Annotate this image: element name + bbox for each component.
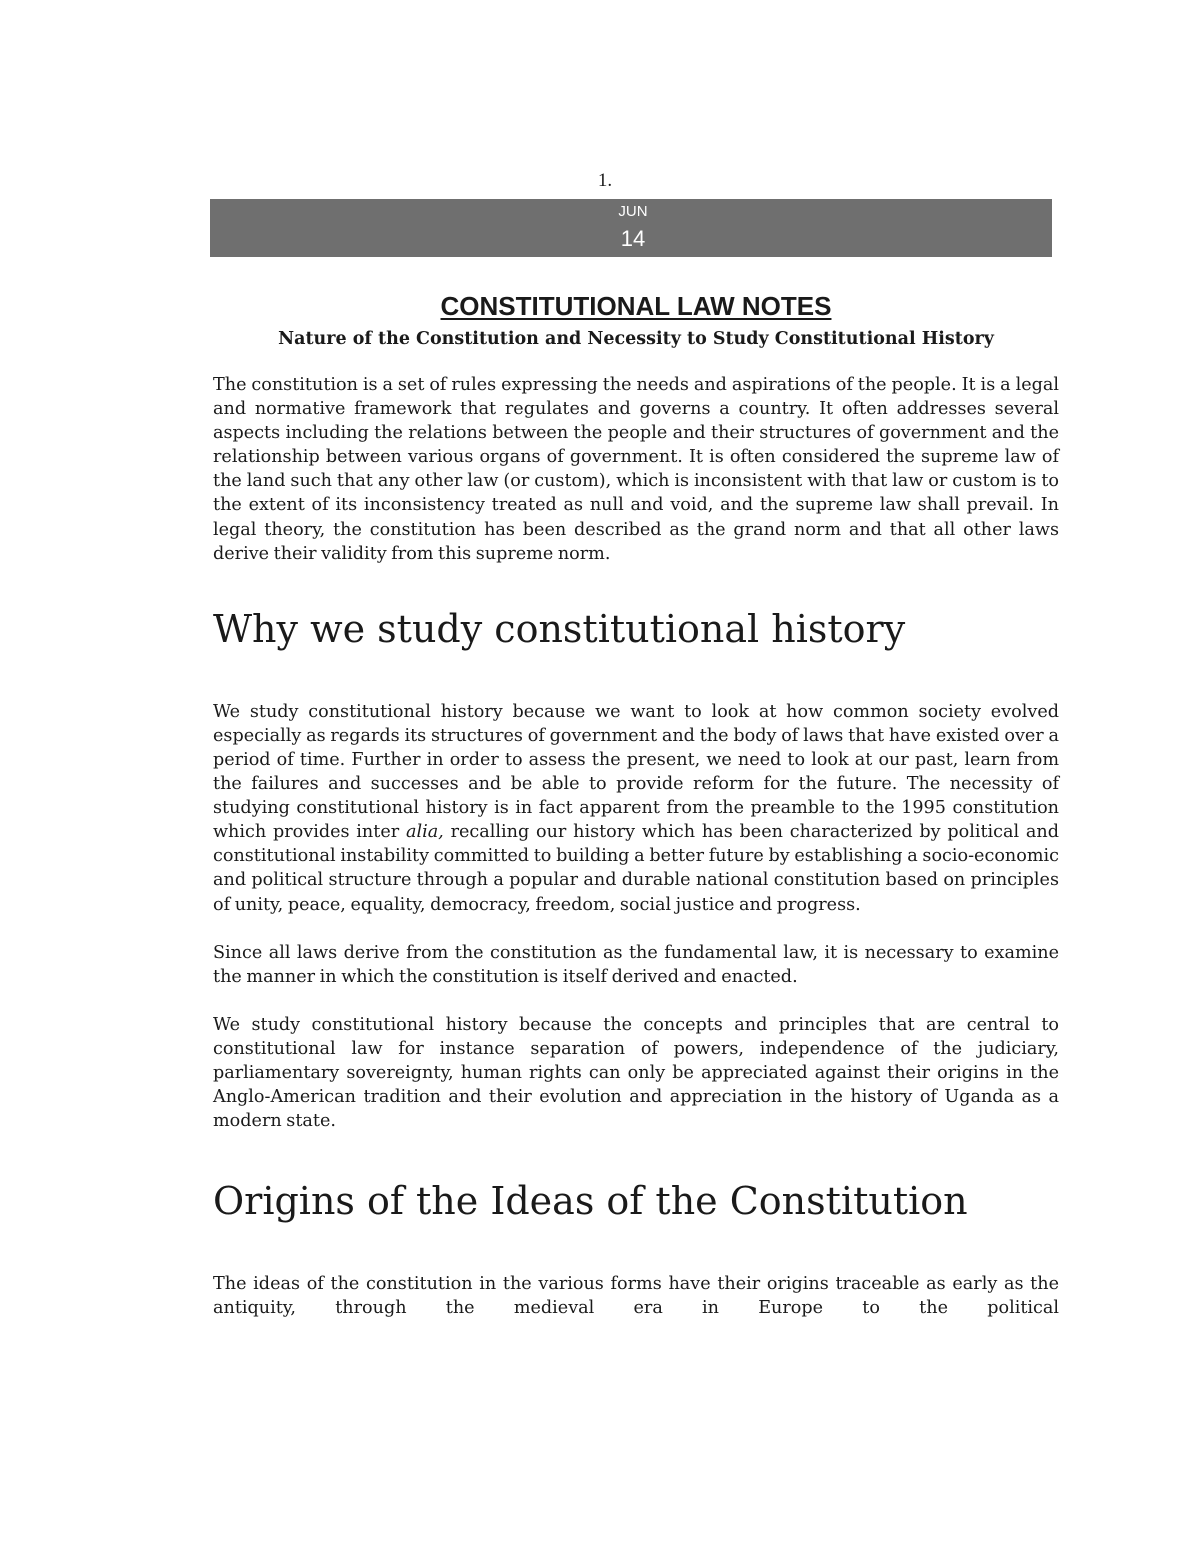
section-heading-origins: Origins of the Ideas of the Constitution xyxy=(213,1179,968,1224)
date-month: JUN xyxy=(618,203,648,220)
date-badge xyxy=(210,199,1052,257)
date-day: 14 xyxy=(620,226,646,251)
why-paragraph-3: We study constitutional history because the concepts and principles that are central to constitutional law for instance separation of powers, independence of the judiciary, parliamentary sovereignty, human rights can only be appreciated against their origins in the Anglo-American tradition and their evolution and appreciation in the history of Uganda as a modern state. xyxy=(213,1014,1059,1132)
why-paragraph-1-part-a: We study constitutional history because we want to look at how common society evolved especially as regards its structures of government and the body of laws that have existed over a period of time. Further in order to assess the present, we need to look at our past, learn from the failures and successes and be able to provide reform for the future. The necessity of studying constitutional history is in fact apparent from the preamble to the 1995 constitution which provides inter xyxy=(213,701,1059,843)
document-subtitle: Nature of the Constitution and Necessity to Study Constitutional History xyxy=(278,329,994,349)
document-body xyxy=(213,288,1059,1320)
why-paragraph-1-part-b: recalling our history which has been characterized by political and constitutional instability committed to building a better future by establishing a socio-economic and political structure through a popular and durable national constitution based on principles of unity, peace, equality, democracy, freedom, social justice and progress. xyxy=(213,822,1060,915)
why-paragraph-2: Since all laws derive from the constitution as the fundamental law, it is necessary to examine the manner in which the constitution is itself derived and enacted. xyxy=(213,942,1059,987)
page-number: 1. xyxy=(597,170,613,191)
intro-paragraph: The constitution is a set of rules expressing the needs and aspirations of the people. It is a legal and normative framework that regulates and governs a country. It often addresses several aspects including the relations between the people and their structures of government and the relationship between various organs of government. It is often considered the supreme law of the land such that any other law (or custom), which is inconsistent with that law or custom is to the extent of its inconsistency treated as null and void, and the supreme law shall prevail. In legal theory, the constitution has been described as the grand norm and that all other laws derive their validity from this supreme norm. xyxy=(213,375,1059,564)
document-title: CONSTITUTIONAL LAW NOTES xyxy=(440,291,832,321)
why-paragraph-1-italic: alia, xyxy=(405,822,444,843)
origins-paragraph-1: The ideas of the constitution in the various forms have their origins traceable as early as the antiquity, through the medieval era in Europe to the political xyxy=(213,1274,1059,1319)
section-heading-why: Why we study constitutional history xyxy=(213,606,906,651)
why-paragraph-1 xyxy=(213,700,1059,917)
